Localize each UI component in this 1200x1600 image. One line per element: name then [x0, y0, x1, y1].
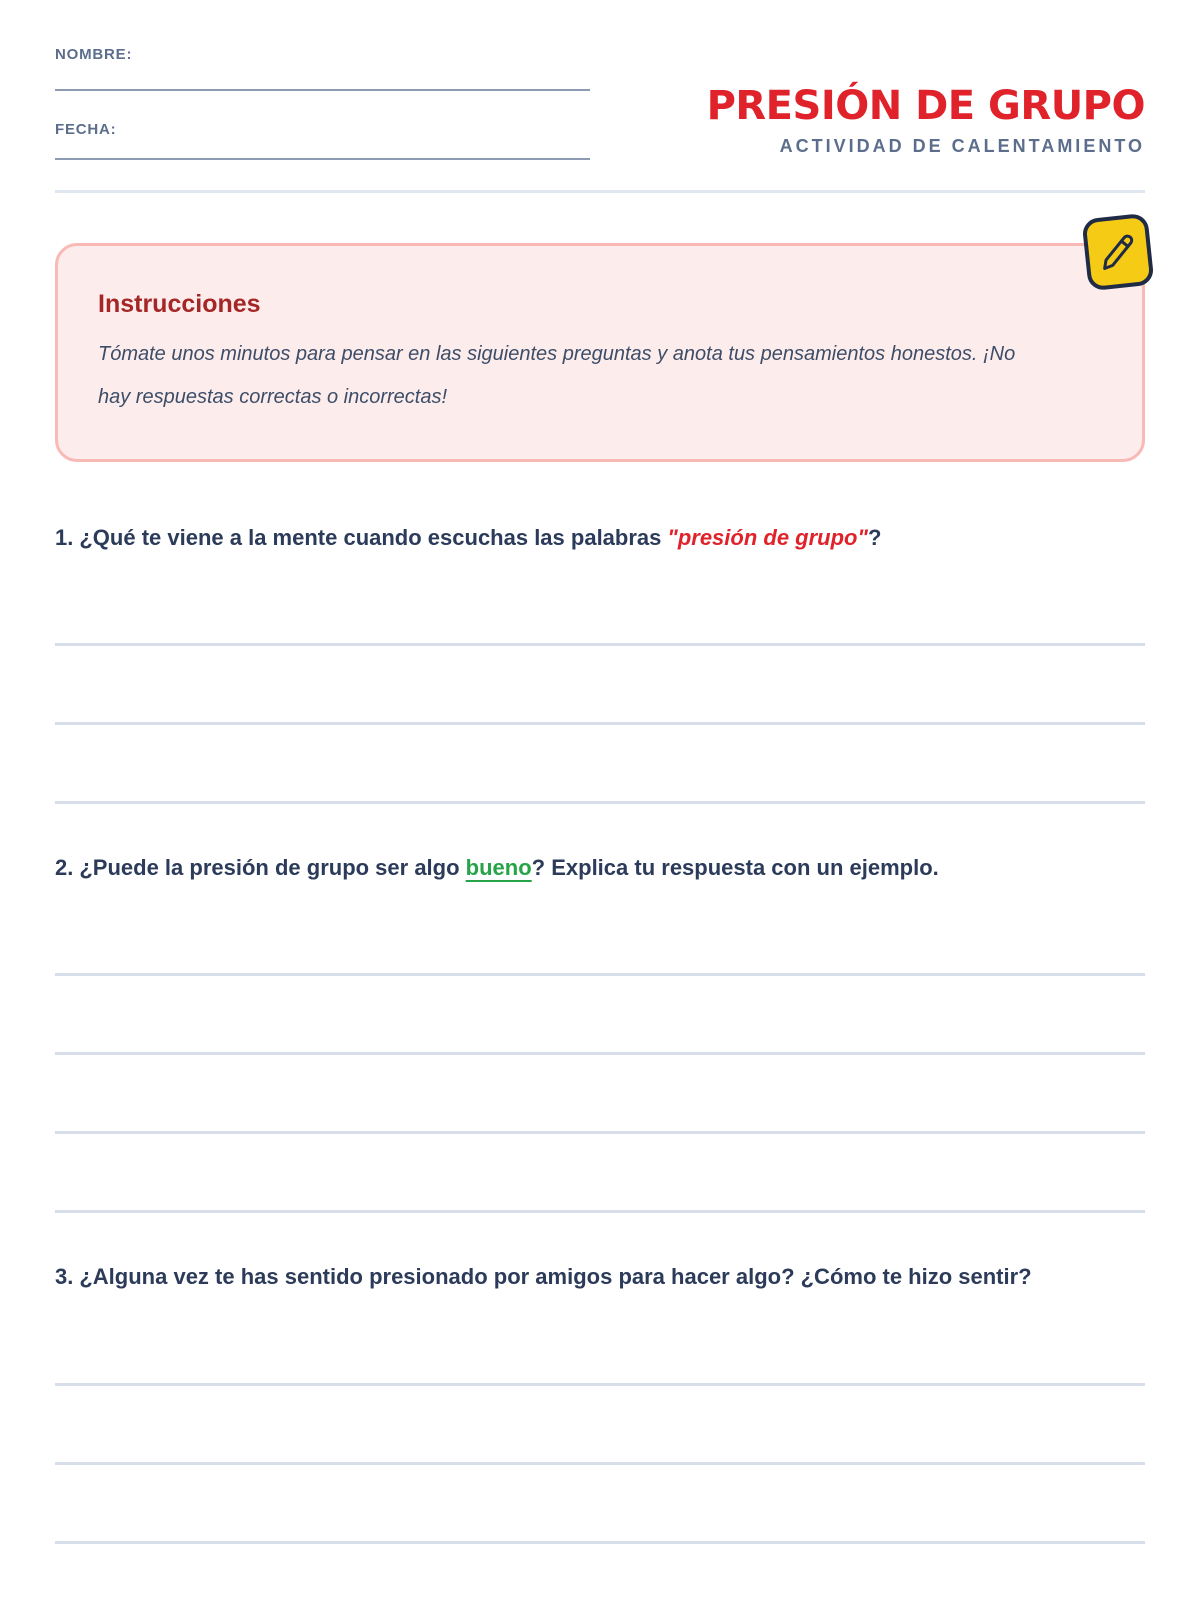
answer-lines: [55, 567, 1145, 804]
answer-line[interactable]: [55, 1055, 1145, 1134]
question-number: 1.: [55, 525, 74, 550]
answer-line[interactable]: [55, 1465, 1145, 1544]
student-fields: [55, 46, 590, 160]
instructions-section: [55, 243, 1145, 462]
question-number: 2.: [55, 855, 74, 881]
date-label: FECHA:: [55, 121, 117, 138]
question-text: 3. ¿Alguna vez te has sentido presionado por amigos para hacer algo? ¿Cómo te hizo sentir?: [55, 1264, 1032, 1290]
answer-line[interactable]: [55, 1134, 1145, 1213]
question-highlight: bueno: [465, 855, 532, 881]
name-input-line[interactable]: [55, 89, 590, 91]
question-text: 2. ¿Puede la presión de grupo ser algo bueno? Explica tu respuesta con un ejemplo.: [55, 855, 939, 881]
answer-line[interactable]: [55, 976, 1145, 1055]
answer-lines: [55, 1307, 1145, 1544]
name-label: NOMBRE:: [55, 46, 133, 63]
brand-block: [707, 46, 1145, 157]
answer-line[interactable]: [55, 897, 1145, 976]
page-title: PRESIÓN DE GRUPO: [706, 83, 1145, 129]
instructions-body: Tómate unos minutos para pensar en las siguientes preguntas y anota tus pensamientos honestos. ¡No hay respuestas correctas o incorrectas!: [98, 343, 1016, 408]
questions: [55, 520, 1145, 1544]
page-subtitle: ACTIVIDAD DE CALENTAMIENTO: [779, 136, 1145, 156]
pencil-icon: [1081, 213, 1154, 292]
question-highlight: "presión de grupo": [667, 525, 868, 550]
question-block: [55, 520, 1145, 804]
answer-line[interactable]: [55, 725, 1145, 804]
header: [55, 46, 1145, 160]
instructions-heading: Instrucciones: [98, 290, 261, 318]
question-number: 3.: [55, 1264, 74, 1290]
question-block: [55, 1259, 1145, 1543]
answer-line[interactable]: [55, 567, 1145, 646]
answer-line[interactable]: [55, 1307, 1145, 1386]
question-block: [55, 850, 1145, 1213]
question-text: 1. ¿Qué te viene a la mente cuando escuchas las palabras "presión de grupo"?: [55, 525, 882, 550]
date-input-line[interactable]: [55, 158, 590, 160]
answer-line[interactable]: [55, 646, 1145, 725]
answer-line[interactable]: [55, 1386, 1145, 1465]
header-divider: [55, 190, 1145, 193]
instructions-card: [55, 243, 1145, 462]
answer-lines: [55, 897, 1145, 1213]
